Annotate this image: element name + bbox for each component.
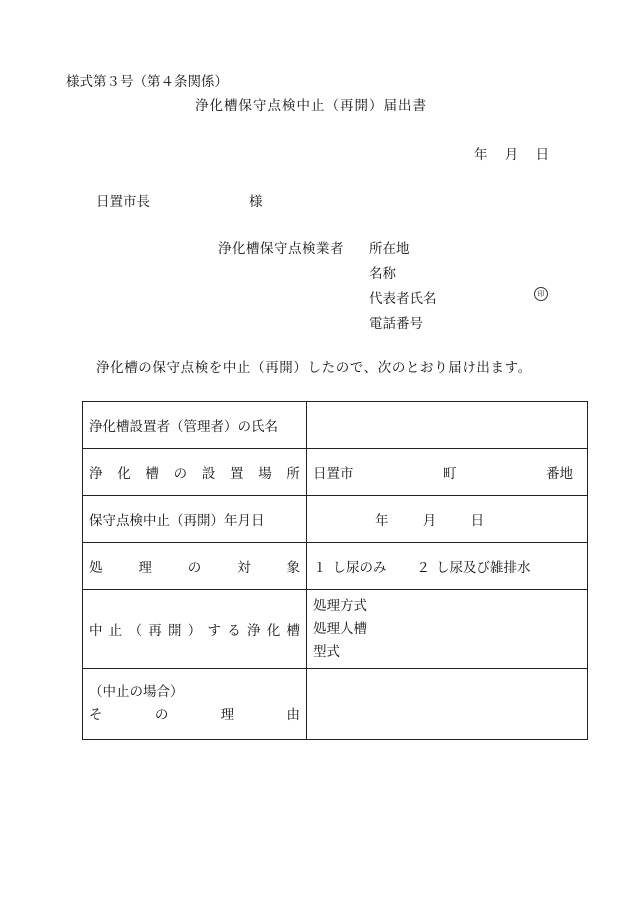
seal-mark: 印 [534, 287, 548, 301]
table-row-owner-name [83, 402, 588, 449]
representative-name-field: 代表者氏名 [369, 291, 437, 307]
reason-input[interactable] [307, 669, 588, 740]
model-field: 型式 [313, 643, 340, 660]
form-number: 様式第３号（第４条関係） [66, 74, 228, 90]
table-row-septic-tank-info [83, 590, 588, 669]
phone-number-field: 電話番号 [369, 316, 423, 332]
owner-name-label: 浄化槽設置者（管理者）の氏名 [83, 402, 307, 449]
option-human-waste-only[interactable]: １ し尿のみ [313, 560, 387, 576]
table-row-suspension-date [83, 496, 588, 543]
declaration-statement: 浄化槽の保守点検を中止（再開）したので、次のとおり届け出ます。 [96, 360, 532, 376]
suspension-date-input[interactable]: 年 月 日 [307, 496, 588, 543]
location-town: 町 [443, 466, 457, 482]
owner-name-input[interactable] [307, 402, 588, 449]
table-row-reason [83, 669, 588, 740]
addressee-honorific: 様 [249, 194, 263, 210]
suspension-date-label: 保守点検中止（再開）年月日 [83, 496, 307, 543]
submission-date: 年 月 日 [474, 147, 550, 163]
document-title: 浄化槽保守点検中止（再開）届出書 [195, 98, 427, 114]
operator-label: 浄化槽保守点検業者 [218, 241, 344, 257]
option-waste-and-graywater[interactable]: ２ し尿及び雑排水 [416, 560, 531, 576]
treatment-target-label: 処 理 の 対 象 [83, 543, 307, 590]
location-city: 日置市 [313, 466, 354, 482]
table-row-installation-location [83, 449, 588, 496]
operator-address-field: 所在地 [369, 241, 410, 257]
installation-location-input[interactable] [307, 449, 588, 496]
reason-label: （中止の場合） そ の 理 由 [83, 669, 307, 740]
installation-location-label: 浄 化 槽 の 設 置 場 所 [83, 449, 307, 496]
capacity-field: 処理人槽 [313, 620, 367, 637]
treatment-target-options[interactable] [307, 543, 588, 590]
operator-name-field: 名称 [369, 266, 396, 282]
location-lot: 番地 [546, 466, 573, 482]
notification-form-table [82, 401, 588, 740]
table-row-treatment-target [83, 543, 588, 590]
septic-tank-info-label: 中 止 （ 再 開 ） す る 浄 化 槽 [83, 590, 307, 669]
treatment-method-field: 処理方式 [313, 597, 367, 614]
septic-tank-info-input[interactable] [307, 590, 588, 669]
addressee-name: 日置市長 [96, 194, 150, 210]
